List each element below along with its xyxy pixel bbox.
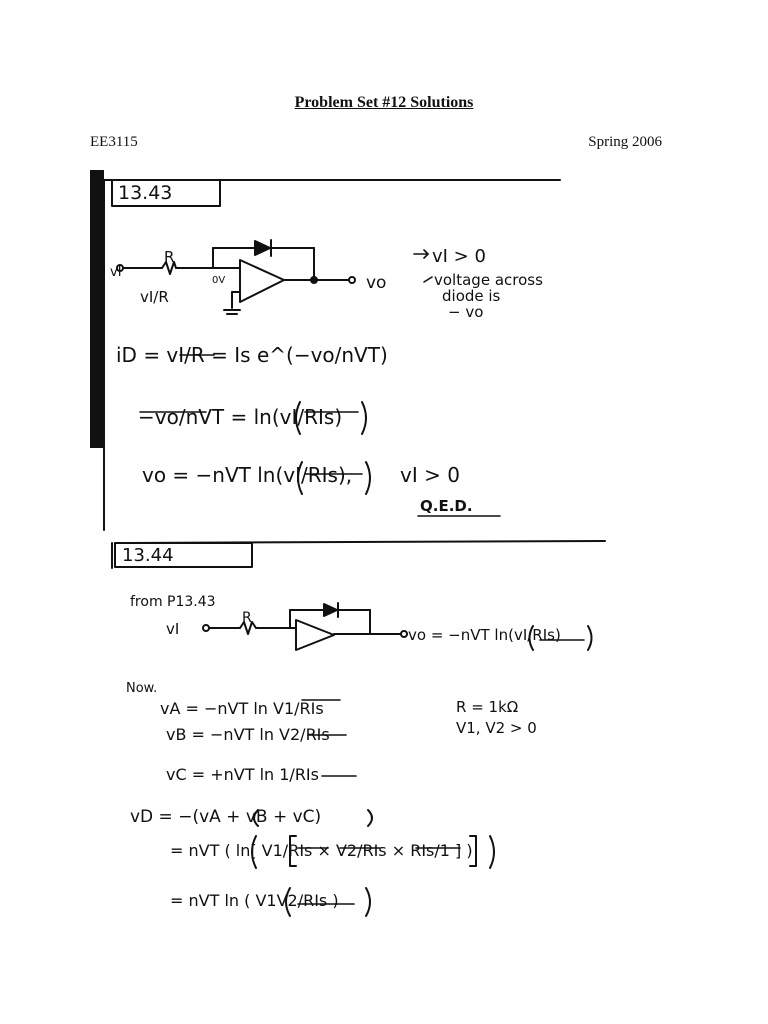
given-inputs-positive: V1, V2 > 0: [456, 719, 537, 737]
circuit-result-equation: vo = −nVT ln(vI/RIs): [408, 626, 561, 644]
note-input-positive: vI > 0: [432, 246, 486, 267]
problem-number-2: 13.44: [122, 545, 174, 566]
input-node-label-2: vI: [166, 620, 180, 638]
equation-diode-current: iD = vI/R = Is e^(−vo/nVT): [116, 343, 388, 367]
note-voltage-across: voltage across: [434, 271, 543, 289]
note-diode-is: diode is: [442, 287, 501, 305]
scan-edge-bar: [90, 170, 104, 448]
equation-log-form: −vo/nVT = ln(vI/RIs): [138, 405, 343, 429]
semester: Spring 2006: [588, 134, 662, 150]
resistor-label-1: R: [164, 248, 175, 266]
note-minus-vo: − vo: [448, 303, 484, 321]
equation-vd: vD = −(vA + vB + vC): [130, 807, 322, 827]
equation-output-voltage: vo = −nVT ln(vI/RIs),: [142, 463, 353, 487]
current-label: vI/R: [140, 288, 169, 306]
equation-vd-expanded: = nVT ( ln[ V1/RIs × V2/RIs × RIs/1 ] ): [170, 841, 473, 860]
from-reference: from P13.43: [130, 594, 216, 610]
input-node-label-1: vI: [110, 265, 122, 280]
qed-mark: Q.E.D.: [420, 497, 473, 515]
page-title: Problem Set #12 Solutions: [294, 94, 474, 111]
equation-vd-final: = nVT ln ( V1V2/RIs ): [170, 891, 339, 910]
virtual-ground-label: 0V: [212, 275, 226, 286]
now-label: Now.: [126, 681, 158, 696]
output-node-label-1: vo: [366, 273, 387, 293]
course-code: EE3115: [90, 134, 138, 150]
given-resistance: R = 1kΩ: [456, 698, 519, 716]
equation-va: vA = −nVT ln V1/RIs: [160, 699, 324, 718]
equation-condition: vI > 0: [400, 463, 460, 487]
equation-vb: vB = −nVT ln V2/RIs: [166, 725, 330, 744]
resistor-label-2: R: [242, 610, 252, 626]
log-amp-circuit-2: [203, 603, 407, 650]
problem-number-1: 13.43: [118, 182, 173, 204]
equation-vc: vC = +nVT ln 1/RIs: [166, 765, 319, 784]
